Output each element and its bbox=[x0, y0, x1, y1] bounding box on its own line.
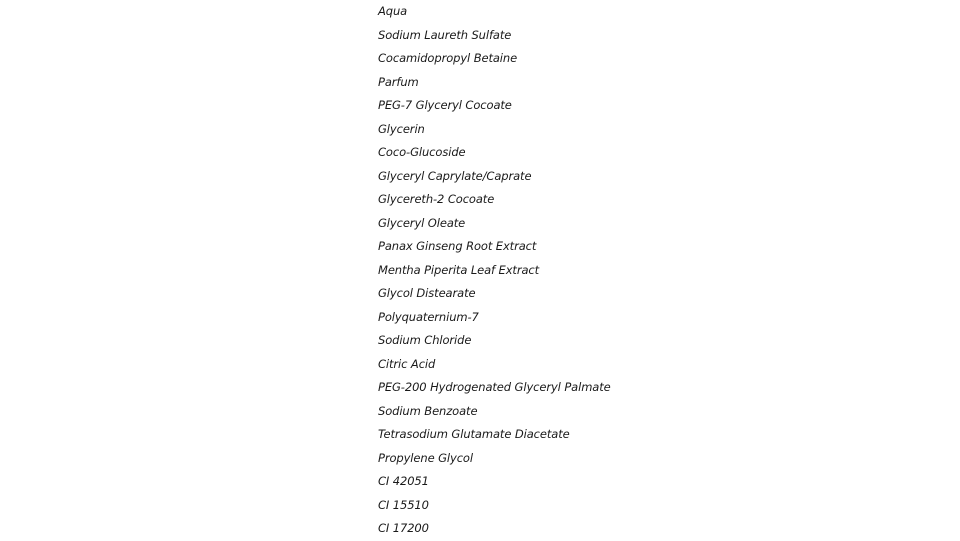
ingredient-item: Glyceryl Caprylate/Caprate bbox=[378, 168, 532, 183]
ingredient-item: Propylene Glycol bbox=[378, 450, 473, 465]
ingredient-item: Sodium Chloride bbox=[378, 333, 472, 347]
ingredient-item: Parfum bbox=[378, 74, 419, 89]
ingredient-item: Sodium Laureth Sulfate bbox=[378, 27, 512, 42]
ingredient-item: CI 15510 bbox=[378, 497, 429, 512]
ingredient-item: Tetrasodium Glutamate Diacetate bbox=[378, 427, 570, 441]
ingredient-item: Sodium Benzoate bbox=[378, 403, 478, 418]
ingredient-item: Glycol Distearate bbox=[378, 286, 476, 300]
ingredient-item: Glycerin bbox=[378, 121, 425, 136]
ingredient-item: PEG-7 Glyceryl Cocoate bbox=[378, 98, 512, 112]
ingredient-item: Polyquaternium-7 bbox=[378, 309, 479, 324]
ingredient-item: Coco-Glucoside bbox=[378, 145, 466, 159]
ingredient-list bbox=[378, 0, 611, 541]
ingredient-item: Glyceryl Oleate bbox=[378, 215, 466, 230]
ingredient-item: Cocamidopropyl Betaine bbox=[378, 51, 518, 65]
ingredient-item: PEG-200 Hydrogenated Glyceryl Palmate bbox=[378, 380, 611, 394]
ingredient-item: Aqua bbox=[378, 4, 408, 18]
ingredient-item: Panax Ginseng Root Extract bbox=[378, 239, 537, 253]
ingredient-item: CI 17200 bbox=[378, 521, 429, 535]
ingredient-item: CI 42051 bbox=[378, 474, 429, 488]
ingredient-item: Citric Acid bbox=[378, 356, 436, 371]
ingredient-item: Glycereth-2 Cocoate bbox=[378, 192, 495, 206]
ingredient-item: Mentha Piperita Leaf Extract bbox=[378, 262, 540, 277]
